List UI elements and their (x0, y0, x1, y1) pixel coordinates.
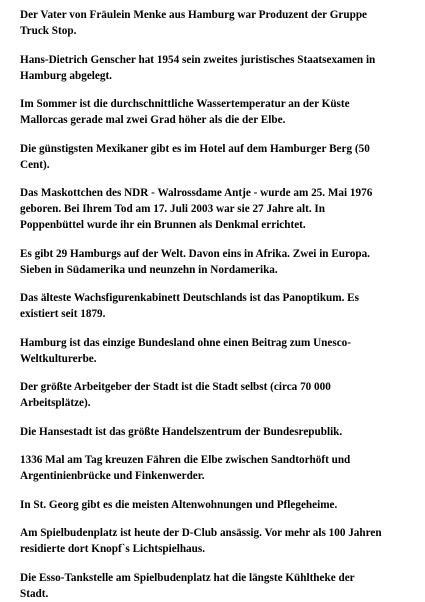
fact-line: Die Esso-Tankstelle am Spielbudenplatz hat die längste Kühltheke der (20, 571, 355, 584)
fact-line: geboren. Bei Ihrem Tod am 17. Juli 2003 war sie 27 Jahre alt. In (20, 203, 325, 215)
fact-line: 1336 Mal am Tag kreuzen Fähren die Elbe zwischen Sandtorhöft und (20, 454, 351, 466)
fact-paragraph (20, 141, 411, 173)
fact-paragraph (20, 525, 411, 557)
fact-line: Hans-Dietrich Genscher hat 1954 sein zweites juristisches Staatsexamen in (20, 53, 376, 66)
fact-line: Der Vater von Fräulein Menke aus Hamburg war Produzent der Gruppe (20, 9, 368, 21)
fact-line: Die günstigsten Mexikaner gibt es im Hotel auf dem Hamburger Berg (50 (20, 142, 370, 155)
fact-line: Hamburg abgelegt. (20, 69, 112, 82)
fact-paragraph (20, 246, 411, 278)
fact-line: Der größte Arbeitgeber der Stadt ist die Stadt selbst (circa 70 000 (20, 381, 331, 393)
fact-paragraph (20, 570, 411, 602)
fact-paragraph (20, 452, 411, 484)
fact-line: Poppenbüttel wurde ihr ein Brunnen als Denkmal errichtet. (20, 219, 306, 231)
fact-paragraph (20, 52, 411, 84)
fact-line: Stadt. (20, 587, 49, 600)
fact-line: Das Maskottchen des NDR - Walrossdame Antje - wurde am 25. Mai 1976 (20, 187, 373, 199)
fact-line: Hamburg ist das einzige Bundesland ohne einen Beitrag zum Unesco- (20, 336, 351, 349)
fact-paragraph (20, 335, 411, 367)
fact-paragraph (20, 379, 411, 411)
fact-line: Das älteste Wachsfigurenkabinett Deutschlands ist das Panoptikum. Es (20, 292, 359, 304)
fact-paragraph (20, 497, 411, 513)
fact-line: residierte dort Knopf`s Lichtspielhaus. (20, 543, 206, 555)
fact-paragraph (20, 424, 411, 440)
fact-line: Die Hansestadt ist das größte Handelszentrum der Bundesrepublik. (20, 425, 343, 438)
fact-line: Im Sommer ist die durchschnittliche Wassertemperatur an der Küste (20, 98, 350, 110)
fact-paragraph (20, 96, 411, 128)
fact-paragraph (20, 7, 411, 39)
fact-line: Mallorcas gerade mal zwei Grad höher als die der Elbe. (20, 114, 286, 126)
fact-line: Truck Stop. (20, 25, 77, 37)
fact-line: Cent). (20, 158, 50, 171)
fact-line: Weltkulturerbe. (20, 352, 97, 365)
fact-line: In St. Georg gibt es die meisten Altenwohnungen und Pflegeheime. (20, 498, 338, 511)
fact-line: Argentinienbrücke und Finkenwerder. (20, 470, 205, 482)
fact-paragraph (20, 185, 411, 233)
fact-line: Arbeitsplätze). (20, 397, 91, 409)
fact-line: Am Spielbudenplatz ist heute der D-Club ansässig. Vor mehr als 100 Jahren (20, 527, 382, 539)
fact-paragraph (20, 290, 411, 322)
fact-line: Es gibt 29 Hamburgs auf der Welt. Davon eins in Afrika. Zwei in Europa. (20, 247, 370, 260)
fact-line: existiert seit 1879. (20, 308, 106, 320)
fact-line: Sieben in Südamerika und neunzehn in Nordamerika. (20, 263, 278, 276)
